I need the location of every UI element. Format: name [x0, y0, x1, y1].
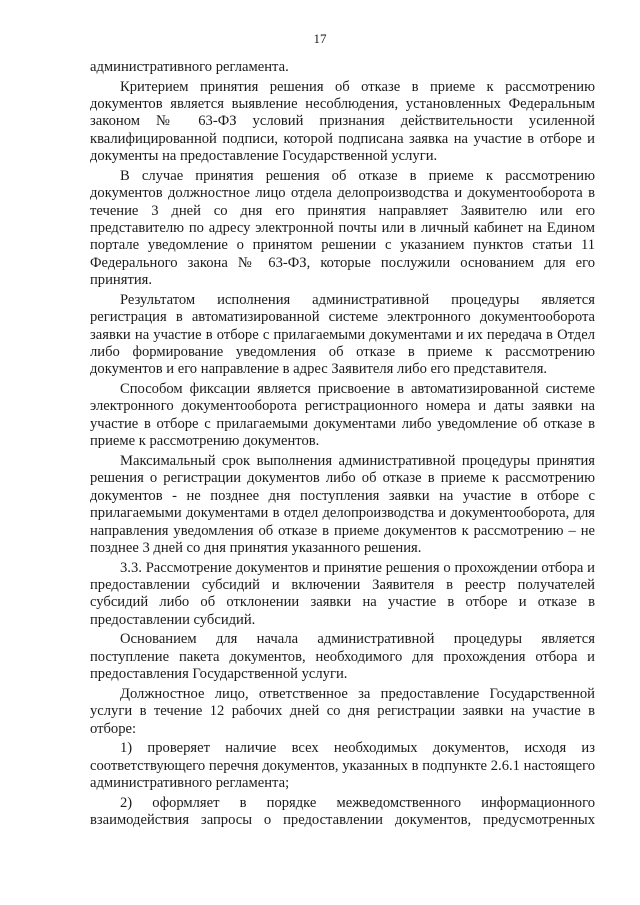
page-number: 17: [313, 31, 327, 46]
document-body: [90, 59, 595, 832]
paragraph-procedure-result: Результатом исполнения административной процедуры является регистрация в автоматизированной системе электронного документооборота заявки на участие в отборе с прилагаемыми документами и их передача в Отдел либо формирование уведомления об отказе в приеме к рассмотрению документов и его направление в адрес Заявителя либо его представителя.: [90, 291, 595, 378]
paragraph-max-duration: Максимальный срок выполнения административной процедуры принятия решения о регистрации документов либо об отказе в приеме к рассмотрению документов - не позднее дня поступления заявки на участие в отборе с прилагаемыми документами в отдел делопроизводства и документооборота, для направления уведомления об отказе в приеме документов к рассмотрению – не позднее 3 дней со дня принятия указанного решения.: [90, 452, 595, 556]
paragraph-refusal-criterion: Критерием принятия решения об отказе в приеме к рассмотрению документов является выявление несоблюдения, установленных Федеральным законом № 63-ФЗ условий признания действительности усиленной квалифицированной подписи, которой подписана заявка на участие в отборе и документы на предоставление Государственной услуги.: [90, 78, 595, 165]
paragraph-responsible-official: Должностное лицо, ответственное за предоставление Государственной услуги в течение 12 рабочих дней со дня регистрации заявки на участие в отборе:: [90, 685, 595, 737]
paragraph-regulation-end: административного регламента.: [90, 59, 289, 75]
paragraph-refusal-notification: В случае принятия решения об отказе в приеме к рассмотрению документов должностное лицо отдела делопроизводства и документооборота в течение 3 дней со дня его принятия направляет Заявителю или его представителю по адресу электронной почты или в личный кабинет на Едином портале уведомление о принятом решении с указанием пунктов статьи 11 Федерального закона № 63-ФЗ, которые послужили основанием для его принятия.: [90, 167, 595, 289]
list-item-1: 1) проверяет наличие всех необходимых документов, исходя из соответствующего перечня документов, указанных в подпункте 2.6.1 настоящего административного регламента;: [90, 740, 595, 791]
paragraph-procedure-basis: Основанием для начала административной процедуры является поступление пакета документов, необходимого для прохождения отбора и предоставления Государственной услуги.: [90, 631, 595, 683]
paragraph-section-3-3: 3.3. Рассмотрение документов и принятие решения о прохождении отбора и предоставлении субсидий и включении Заявителя в реестр получателей субсидий либо об отклонении заявки на участие в отборе и отказе в предоставлении субсидий.: [90, 559, 595, 628]
paragraph-fixation-method: Способом фиксации является присвоение в автоматизированной системе электронного документооборота регистрационного номера и даты заявки на участие в отборе с прилагаемыми документами либо уведомление об отказе в приеме к рассмотрению документов.: [90, 381, 595, 450]
list-item-2: 2) оформляет в порядке межведомственного информационного взаимодействия запросы о предоставлении документов, предусмотренных: [90, 794, 595, 828]
